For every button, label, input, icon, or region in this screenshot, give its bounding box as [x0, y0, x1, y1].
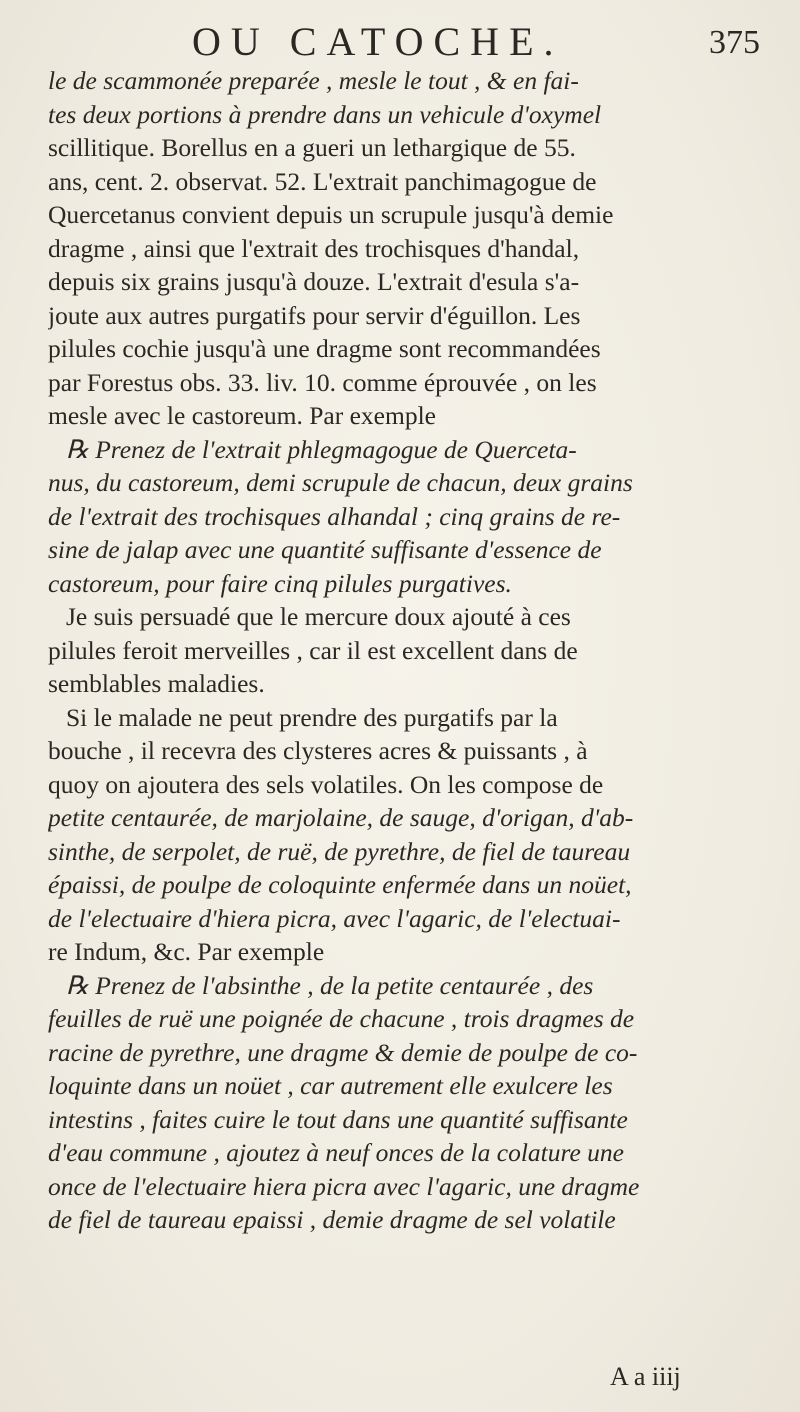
text-line-content: loquinte dans un noüet , car autrement elle exulcere les [48, 1071, 613, 1100]
page-header [0, 10, 800, 66]
text-line [48, 701, 764, 735]
text-line-content: de l'extrait des trochisques alhandal ; cinq grains de re- [48, 501, 621, 531]
text-line-content: sinthe, de serpolet, de ruë, de pyrethre, de fiel de taureau [48, 836, 631, 866]
text-line-content: mesle avec le castoreum. Par exemple [48, 401, 436, 430]
text-line [48, 131, 764, 165]
text-line [48, 801, 764, 835]
text-line-content: joute aux autres purgatifs pour servir d'éguillon. Les [48, 300, 581, 330]
text-line-content: Quercetanus convient depuis un scrupule jusqu'à demie [48, 200, 614, 229]
text-line [48, 1170, 764, 1204]
text-line-content: bouche , il recevra des clysteres acres & puissants , à [48, 736, 588, 765]
text-line [48, 98, 764, 132]
text-line-content: petite centaurée, de marjolaine, de sauge, d'origan, d'ab- [48, 803, 634, 832]
text-line-content: de l'electuaire d'hiera picra, avec l'agaric, de l'electuai- [48, 903, 621, 933]
text-line [48, 1002, 764, 1036]
text-line-content: dragme , ainsi que l'extrait des trochisques d'handal, [48, 233, 580, 263]
text-line-content: Si le malade ne peut prendre des purgatifs par la [66, 702, 558, 732]
text-line [48, 533, 764, 567]
text-line [48, 1136, 764, 1170]
text-line-content: re Indum, &c. Par exemple [48, 937, 325, 966]
text-line-content: de fiel de taureau epaissi , demie dragme de sel volatile [48, 1205, 616, 1234]
text-line-content: intestins , faites cuire le tout dans une quantité suffisante [48, 1104, 628, 1134]
text-line [48, 466, 764, 500]
text-line [48, 935, 764, 969]
text-line [48, 1036, 764, 1070]
text-line [48, 969, 764, 1003]
text-line [48, 1069, 764, 1103]
text-line [48, 299, 764, 333]
text-line [48, 902, 764, 936]
text-line [48, 600, 764, 634]
text-line [48, 265, 764, 299]
text-line [48, 433, 764, 467]
text-line [48, 1203, 764, 1237]
text-line-content: tes deux portions à prendre dans un vehicule d'oxymel [48, 99, 602, 129]
text-line-content: quoy on ajoutera des sels volatiles. On les compose de [48, 769, 604, 799]
text-line-content: once de l'electuaire hiera picra avec l'agaric, une dragme [48, 1171, 640, 1201]
text-line [48, 165, 764, 199]
text-line [48, 567, 764, 601]
text-line-content: Je suis persuadé que le mercure doux ajouté à ces [66, 602, 571, 631]
text-line [48, 768, 764, 802]
text-line-content: pilules feroit merveilles , car il est excellent dans de [48, 635, 578, 665]
text-line-content: castoreum, pour faire cinq pilules purgatives. [48, 568, 512, 598]
text-line-content: ans, cent. 2. observat. 52. L'extrait panchimagogue de [48, 166, 597, 196]
text-line-content: épaissi, de poulpe de coloquinte enfermée dans un noüet, [48, 870, 632, 899]
signature-mark: A a iiij [610, 1362, 681, 1391]
text-line [48, 500, 764, 534]
body-text [48, 64, 764, 1237]
text-line-content: pilules cochie jusqu'à une dragme sont recommandées [48, 334, 601, 363]
text-line-content: sine de jalap avec une quantité suffisante d'essence de [48, 535, 602, 564]
text-line-content: d'eau commune , ajoutez à neuf onces de la colature une [48, 1138, 624, 1167]
text-line [48, 232, 764, 266]
text-line [48, 868, 764, 902]
text-line-content: feuilles de ruë une poignée de chacune , trois dragmes de [48, 1004, 635, 1033]
text-line [48, 1103, 764, 1137]
text-line-content: semblables maladies. [48, 669, 265, 698]
text-line-content: nus, du castoreum, demi scrupule de chacun, deux grains [48, 468, 633, 497]
text-line [48, 64, 764, 98]
text-line [48, 634, 764, 668]
text-line [48, 667, 764, 701]
text-line-content: scillitique. Borellus en a gueri un lethargique de 55. [48, 133, 576, 162]
text-line-content: racine de pyrethre, une dragme & demie de poulpe de co- [48, 1037, 638, 1067]
text-line-content: le de scammonée preparée , mesle le tout , & en fai- [48, 66, 579, 95]
text-line [48, 734, 764, 768]
page-number: 375 [709, 24, 760, 61]
text-line-content: ℞ Prenez de l'absinthe , de la petite centaurée , des [66, 970, 594, 1000]
text-line [48, 332, 764, 366]
text-line [48, 366, 764, 400]
text-line [48, 198, 764, 232]
running-title: OU CATOCHE. [192, 19, 564, 64]
text-line-content: par Forestus obs. 33. liv. 10. comme éprouvée , on les [48, 367, 597, 397]
text-line-content: ℞ Prenez de l'extrait phlegmagogue de Querceta- [66, 434, 577, 464]
text-line [48, 399, 764, 433]
text-line-content: depuis six grains jusqu'à douze. L'extrait d'esula s'a- [48, 267, 580, 296]
text-line [48, 835, 764, 869]
